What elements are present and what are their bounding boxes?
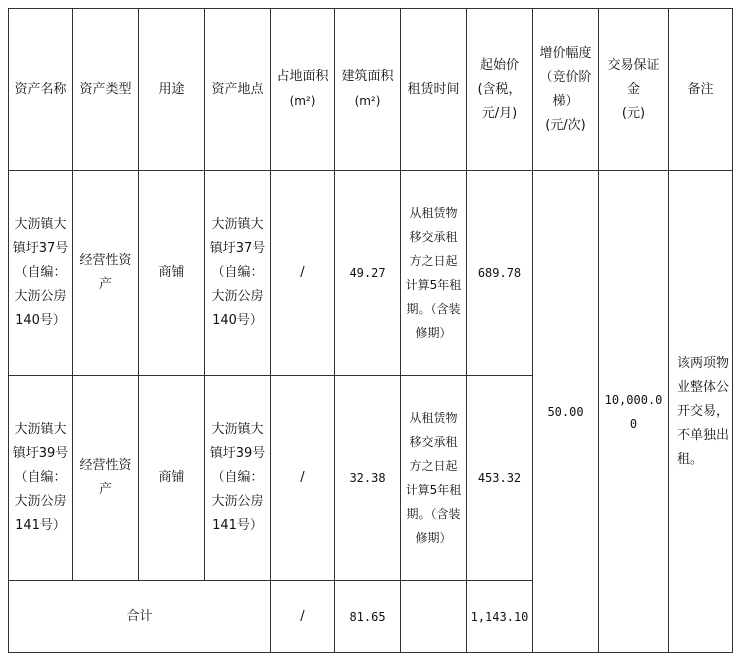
header-start-price: 起始价 (含税，元/月) [467, 9, 533, 171]
land-area-cell: / [271, 171, 335, 376]
header-land-area: 占地面积 (m²) [271, 9, 335, 171]
total-building-area: 81.65 [335, 581, 401, 653]
building-area-cell: 32.38 [335, 376, 401, 581]
asset-type-cell: 经营性资产 [73, 376, 139, 581]
total-start-price: 1,143.10 [467, 581, 533, 653]
total-label: 合计 [9, 581, 271, 653]
header-asset-name: 资产名称 [9, 9, 73, 171]
building-area-cell: 49.27 [335, 171, 401, 376]
usage-cell: 商铺 [139, 376, 205, 581]
land-area-cell: / [271, 376, 335, 581]
remarks-cell: 该两项物业整体公开交易，不单独出租。 [669, 171, 733, 653]
increment-cell: 50.00 [533, 171, 599, 653]
start-price-unit: (含税，元/月) [477, 81, 522, 121]
asset-name-cell: 大沥镇大镇圩37号（自编：大沥公房140号） [9, 171, 73, 376]
header-building-area: 建筑面积 (m²) [335, 9, 401, 171]
increment-unit: (元/次) [545, 117, 586, 133]
location-cell: 大沥镇大镇圩37号（自编：大沥公房140号） [205, 171, 271, 376]
usage-cell: 商铺 [139, 171, 205, 376]
header-location: 资产地点 [205, 9, 271, 171]
lease-term-cell: 从租赁物移交承租方之日起计算5年租期。（含装修期） [401, 171, 467, 376]
header-usage: 用途 [139, 9, 205, 171]
header-row [9, 9, 733, 171]
header-remarks: 备注 [669, 9, 733, 171]
total-lease-term-empty [401, 581, 467, 653]
start-price-cell: 689.78 [467, 171, 533, 376]
start-price-cell: 453.32 [467, 376, 533, 581]
header-asset-type: 资产类型 [73, 9, 139, 171]
building-area-unit: (m²) [354, 94, 381, 108]
lease-term-cell: 从租赁物移交承租方之日起计算5年租期。（含装修期） [401, 376, 467, 581]
asset-name-cell: 大沥镇大镇圩39号（自编：大沥公房141号） [9, 376, 73, 581]
table-row [9, 171, 733, 376]
asset-type-cell: 经营性资产 [73, 171, 139, 376]
asset-lease-table [8, 8, 733, 653]
header-deposit: 交易保证金 (元) [599, 9, 669, 171]
header-lease-term: 租赁时间 [401, 9, 467, 171]
deposit-unit: (元) [621, 105, 646, 121]
total-land-area: / [271, 581, 335, 653]
location-cell: 大沥镇大镇圩39号（自编：大沥公房141号） [205, 376, 271, 581]
deposit-cell: 10,000.00 [599, 171, 669, 653]
header-increment: 增价幅度（竞价阶梯） (元/次) [533, 9, 599, 171]
land-area-unit: (m²) [289, 94, 316, 108]
